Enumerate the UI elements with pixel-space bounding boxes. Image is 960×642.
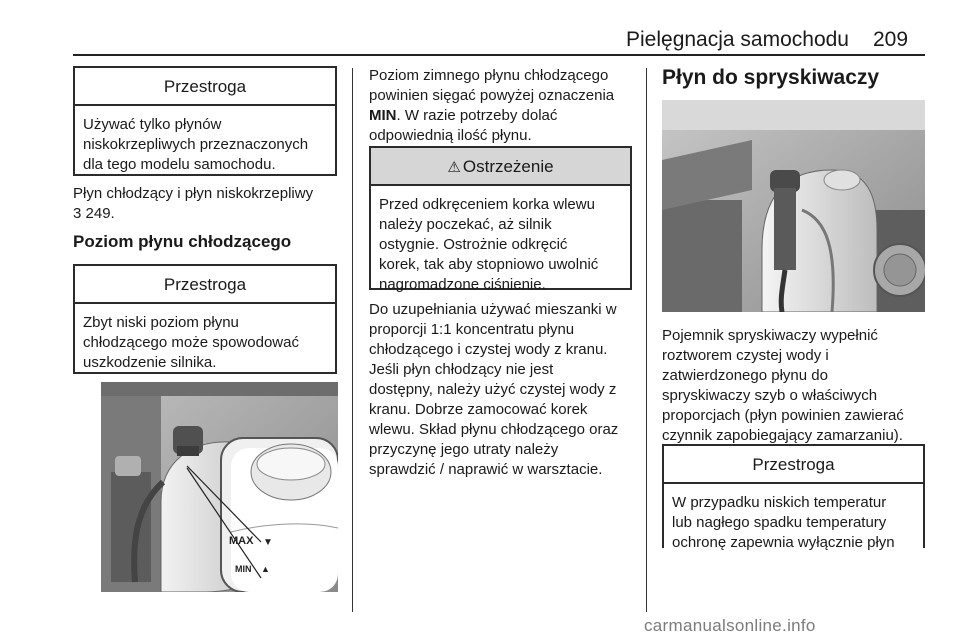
text-line: dostępny, należy użyć czystej wody z	[369, 381, 617, 398]
text-line: należy poczekać, aż silnik	[379, 216, 552, 233]
caution-box	[73, 264, 337, 374]
watermark: carmanualsonline.info	[644, 616, 816, 635]
warning-triangle-icon: ⚠	[447, 159, 461, 176]
paragraph	[369, 300, 641, 480]
text-line: Płyn chłodzący i płyn niskokrzepliwy	[73, 185, 314, 202]
max-label: MAX	[229, 535, 254, 547]
cross-reference-link[interactable]: 3 249.	[73, 205, 115, 222]
warning-text	[371, 186, 630, 295]
column-divider-left	[352, 68, 353, 612]
section-heading: Płyn do spryskiwaczy	[662, 66, 880, 89]
caution-box	[73, 66, 337, 176]
text-line: Przed odkręceniem korka wlewu	[379, 196, 595, 213]
text-line: proporcji 1:1 koncentratu płynu	[369, 321, 575, 338]
text-line: chłodzącego może spowodować	[83, 334, 299, 351]
caution-title: Przestroga	[75, 266, 335, 304]
column-divider-right	[646, 68, 647, 612]
text-line: odpowiednią ilość płynu.	[369, 127, 532, 144]
warning-title: Ostrzeżenie	[462, 157, 554, 176]
page-number: 209	[873, 28, 909, 51]
warning-box	[369, 146, 632, 293]
text-line: wlewu. Skład płynu chłodzącego oraz	[369, 421, 619, 438]
text-line: nagromadzone ciśnienie.	[379, 276, 546, 293]
text-fragment: . W razie potrzeby dolać	[396, 107, 558, 124]
text-line: sprawdzić / naprawić w warsztacie.	[369, 461, 603, 478]
caution-text	[75, 304, 335, 373]
coolant-reservoir-image	[101, 382, 338, 592]
text-line: Jeśli płyn chłodzący nie jest	[369, 361, 554, 378]
text-line: uszkodzenie silnika.	[83, 354, 217, 371]
paragraph	[73, 184, 343, 224]
washer-reservoir-image	[662, 100, 925, 312]
warning-header	[371, 148, 630, 186]
svg-text:▼: ▼	[263, 537, 273, 548]
text-line: niskokrzepliwych przeznaczonych	[83, 136, 309, 153]
caution-title: Przestroga	[75, 68, 335, 106]
text-line: przyczynę jego utraty należy	[369, 441, 559, 458]
text-line: czynnik zapobiegający zamarzaniu).	[662, 427, 903, 444]
svg-text:▲: ▲	[261, 564, 270, 574]
text-line: ostygnie. Ostrożnie odkręcić	[379, 236, 568, 253]
text-line: spryskiwaczy szyb o właściwych	[662, 387, 878, 404]
text-line: chłodzącego i czystej wody z kranu.	[369, 341, 608, 358]
page-title: Pielęgnacja samochodu	[626, 28, 849, 51]
text-line: korek, tak aby stopniowo uwolnić	[379, 256, 599, 273]
caution-box	[662, 444, 925, 551]
text-line: roztworem czystej wody i	[662, 347, 829, 364]
text-line: kranu. Dobrze zamocować korek	[369, 401, 588, 418]
text-line: lub nagłego spadku temperatury	[672, 514, 887, 531]
text-line: Używać tylko płynów	[83, 116, 222, 133]
text-line: W przypadku niskich temperatur	[672, 494, 887, 511]
text-line: ochronę zapewnia wyłącznie płyn	[672, 534, 895, 551]
caution-text	[75, 106, 335, 175]
min-label: MIN	[235, 564, 252, 574]
text-line: Pojemnik spryskiwaczy wypełnić	[662, 327, 878, 344]
text-line	[369, 106, 641, 126]
text-line: proporcjach (płyn powinien zawierać	[662, 407, 904, 424]
header-rule	[73, 54, 925, 56]
paragraph	[662, 326, 932, 446]
caution-title: Przestroga	[664, 446, 923, 484]
caution-text	[664, 484, 923, 553]
text-line: Poziom zimnego płynu chłodzącego	[369, 67, 609, 84]
text-line: Do uzupełniania używać mieszanki w	[369, 301, 617, 318]
text-line: zatwierdzonego płynu do	[662, 367, 828, 384]
text-line: Zbyt niski poziom płynu	[83, 314, 239, 331]
paragraph	[369, 66, 641, 146]
section-heading: Poziom płynu chłodzącego	[73, 232, 292, 251]
min-marker-text: MIN	[369, 107, 397, 124]
text-line: dla tego modelu samochodu.	[83, 156, 276, 173]
text-line: powinien sięgać powyżej oznaczenia	[369, 87, 615, 104]
